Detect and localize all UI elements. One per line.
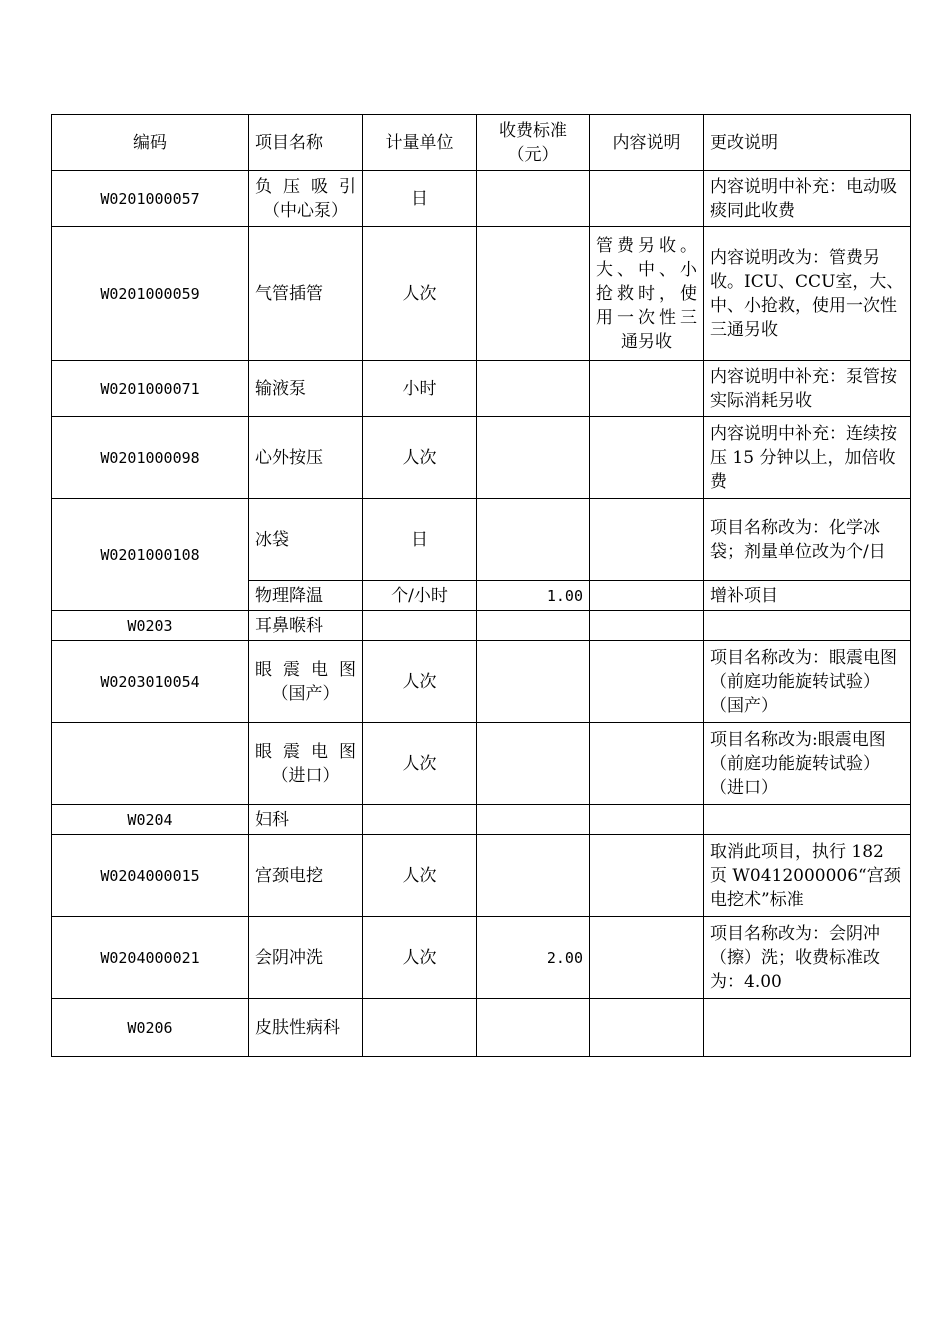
- table-row: [52, 611, 911, 641]
- cell-fee: [477, 499, 590, 581]
- cell-change: [704, 805, 911, 835]
- header-name: 项目名称: [249, 115, 363, 171]
- cell-name: 会阴冲洗: [249, 917, 363, 999]
- cell-content: 管费另收。大、中、小抢救时，使用一次性三通另收: [590, 227, 704, 361]
- cell-change: 项目名称改为：会阴冲（擦）洗；收费标准改为：4.00: [704, 917, 911, 999]
- cell-fee: [477, 361, 590, 417]
- cell-unit: 小时: [363, 361, 477, 417]
- cell-change: 项目名称改为:眼震电图（前庭功能旋转试验）（进口）: [704, 723, 911, 805]
- table-row: [52, 361, 911, 417]
- cell-name: 冰袋: [249, 499, 363, 581]
- cell-content: [590, 361, 704, 417]
- table-row: [52, 805, 911, 835]
- cell-fee: [477, 171, 590, 227]
- table-row: [52, 999, 911, 1057]
- table-row: [52, 917, 911, 999]
- cell-unit: [363, 999, 477, 1057]
- cell-unit: 个/小时: [363, 581, 477, 611]
- cell-unit: 人次: [363, 641, 477, 723]
- cell-unit: 人次: [363, 227, 477, 361]
- cell-content: [590, 835, 704, 917]
- cell-name: 负压吸引（中心泵）: [249, 171, 363, 227]
- cell-content: [590, 805, 704, 835]
- cell-change: 项目名称改为：眼震电图（前庭功能旋转试验）（国产）: [704, 641, 911, 723]
- header-content: 内容说明: [590, 115, 704, 171]
- cell-change: 内容说明中补充：连续按压 15 分钟以上，加倍收费: [704, 417, 911, 499]
- cell-unit: 人次: [363, 835, 477, 917]
- cell-name: 眼震电图（进口）: [249, 723, 363, 805]
- cell-name: 妇科: [249, 805, 363, 835]
- cell-change: 项目名称改为：化学冰袋；剂量单位改为个/日: [704, 499, 911, 581]
- cell-name: 心外按压: [249, 417, 363, 499]
- cell-content: [590, 417, 704, 499]
- header-change: 更改说明: [704, 115, 911, 171]
- cell-fee: [477, 611, 590, 641]
- cell-name: 耳鼻喉科: [249, 611, 363, 641]
- cell-fee: 1.00: [477, 581, 590, 611]
- cell-unit: [363, 805, 477, 835]
- cell-code: W0204000015: [52, 835, 249, 917]
- cell-unit: 日: [363, 499, 477, 581]
- cell-fee: [477, 835, 590, 917]
- cell-code: W0201000059: [52, 227, 249, 361]
- table-row: [52, 417, 911, 499]
- cell-name: 皮肤性病科: [249, 999, 363, 1057]
- cell-change: 内容说明中补充：泵管按实际消耗另收: [704, 361, 911, 417]
- header-unit: 计量单位: [363, 115, 477, 171]
- cell-code: W0204: [52, 805, 249, 835]
- cell-code: W0203: [52, 611, 249, 641]
- cell-content: [590, 611, 704, 641]
- cell-code: [52, 723, 249, 805]
- table-row: [52, 499, 911, 581]
- cell-name: 输液泵: [249, 361, 363, 417]
- cell-change: 取消此项目，执行 182 页 W0412000006“宫颈电挖术”标准: [704, 835, 911, 917]
- header-fee: 收费标准（元）: [477, 115, 590, 171]
- cell-content: [590, 641, 704, 723]
- table-row: [52, 641, 911, 723]
- cell-fee: [477, 805, 590, 835]
- table-row: [52, 723, 911, 805]
- cell-fee: [477, 723, 590, 805]
- cell-name: 物理降温: [249, 581, 363, 611]
- cell-unit: 人次: [363, 917, 477, 999]
- table-row: [52, 171, 911, 227]
- cell-code: W0203010054: [52, 641, 249, 723]
- cell-change: 内容说明中补充：电动吸痰同此收费: [704, 171, 911, 227]
- cell-unit: [363, 611, 477, 641]
- cell-content: [590, 171, 704, 227]
- cell-code: W0201000071: [52, 361, 249, 417]
- table-row: [52, 835, 911, 917]
- cell-change: 内容说明改为：管费另收。ICU、CCU室，大、中、小抢救，使用一次性三通另收: [704, 227, 911, 361]
- cell-unit: 人次: [363, 723, 477, 805]
- cell-content: [590, 917, 704, 999]
- cell-name: 宫颈电挖: [249, 835, 363, 917]
- cell-change: [704, 611, 911, 641]
- cell-code: W0201000108: [52, 499, 249, 611]
- cell-fee: 2.00: [477, 917, 590, 999]
- cell-code: W0201000098: [52, 417, 249, 499]
- cell-name: 气管插管: [249, 227, 363, 361]
- cell-content: [590, 723, 704, 805]
- cell-code: W0201000057: [52, 171, 249, 227]
- cell-change: 增补项目: [704, 581, 911, 611]
- table-header-row: [52, 115, 911, 171]
- fee-change-table: [51, 114, 911, 1057]
- cell-name: 眼震电图（国产）: [249, 641, 363, 723]
- cell-unit: 日: [363, 171, 477, 227]
- cell-fee: [477, 641, 590, 723]
- table-row: [52, 227, 911, 361]
- cell-unit: 人次: [363, 417, 477, 499]
- cell-fee: [477, 999, 590, 1057]
- cell-content: [590, 499, 704, 581]
- cell-content: [590, 581, 704, 611]
- cell-fee: [477, 227, 590, 361]
- cell-code: W0204000021: [52, 917, 249, 999]
- cell-fee: [477, 417, 590, 499]
- cell-change: [704, 999, 911, 1057]
- cell-code: W0206: [52, 999, 249, 1057]
- header-code: 编码: [52, 115, 249, 171]
- cell-content: [590, 999, 704, 1057]
